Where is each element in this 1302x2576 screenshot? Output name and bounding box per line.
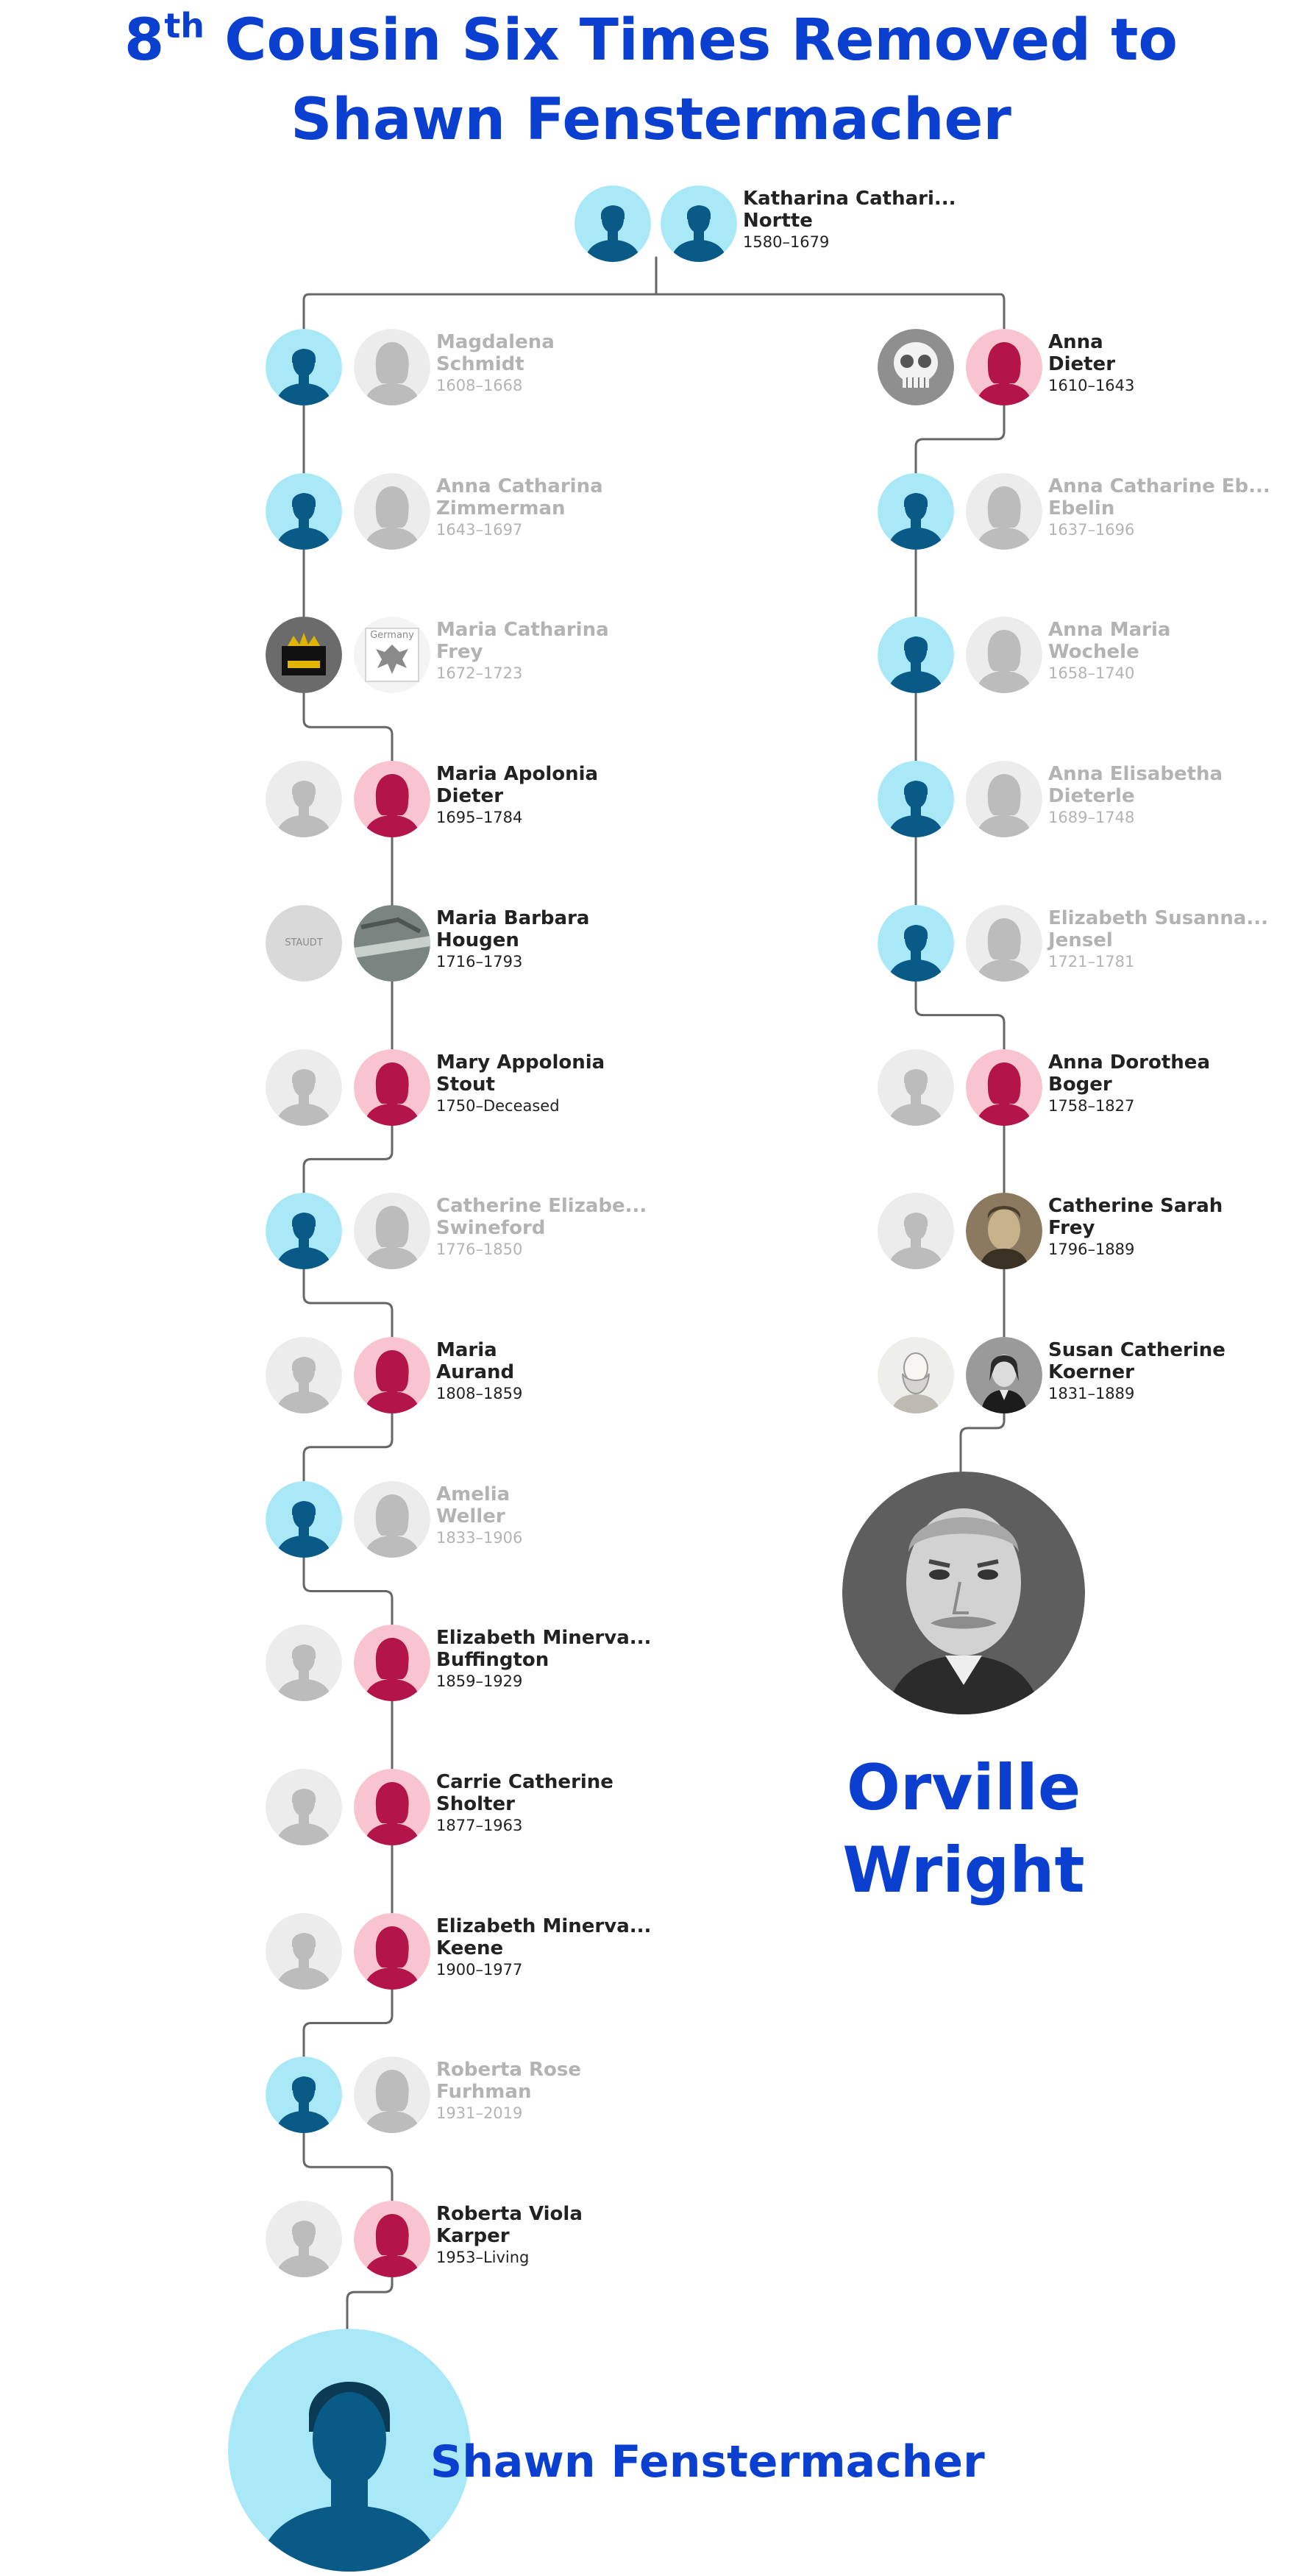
spouse-avatar[interactable] (966, 473, 1042, 550)
person-name: Wochele (1048, 641, 1139, 664)
left-to-subject-line (347, 2277, 392, 2329)
person-name: Frey (1048, 1217, 1095, 1240)
famous-name-first: Orville (846, 1751, 1081, 1825)
person-name: Sholter (436, 1793, 515, 1815)
spouse-avatar[interactable] (266, 1049, 342, 1126)
gravestone-photo (354, 905, 430, 982)
relative-avatar[interactable] (661, 185, 737, 262)
person-name: Zimmerman (436, 497, 566, 519)
relative-avatar[interactable] (266, 473, 342, 550)
person-dates: 1608–1668 (436, 377, 523, 394)
left-descent-line (304, 693, 392, 761)
person-name: Frey (436, 641, 483, 664)
male-avatar-icon (878, 905, 954, 982)
person-name: Nortte (743, 210, 813, 232)
person-name: Amelia (436, 1483, 511, 1505)
spouse-avatar[interactable] (966, 761, 1042, 837)
person-name: Dieter (1048, 353, 1116, 375)
page-title-line-1 (0, 0, 1302, 81)
female-avatar-icon (354, 1913, 430, 1990)
person-name: Anna Elisabetha (1048, 763, 1223, 786)
spouse-avatar[interactable] (966, 617, 1042, 693)
person-name: Anna Catharina (436, 475, 603, 497)
relative-avatar[interactable] (354, 2201, 430, 2277)
spouse-avatar[interactable] (266, 761, 342, 837)
spouse-avatar[interactable] (878, 1049, 954, 1126)
relative-avatar[interactable] (354, 1625, 430, 1701)
spouse-avatar[interactable] (354, 329, 430, 405)
female-avatar-icon (354, 2201, 430, 2277)
person-name: Catherine Elizabe... (436, 1195, 647, 1218)
spouse-avatar[interactable] (354, 2057, 430, 2133)
male-avatar-icon (266, 1769, 342, 1845)
female-avatar-icon (354, 1625, 430, 1701)
female-avatar-icon (966, 1049, 1042, 1126)
spouse-avatar[interactable] (266, 905, 342, 982)
person-dates: 1776–1850 (436, 1241, 523, 1259)
male-avatar-icon (266, 2057, 342, 2133)
person-name: Keene (436, 1937, 504, 1959)
female-avatar-icon (966, 617, 1042, 693)
left-descent-line (304, 1269, 392, 1337)
person-name: Boger (1048, 1073, 1112, 1096)
person-name: Maria Apolonia (436, 763, 599, 786)
person-name: Maria (436, 1338, 497, 1361)
person-dates: 1831–1889 (1048, 1384, 1135, 1402)
germany-eagle-photo (354, 617, 430, 693)
relative-avatar[interactable] (266, 329, 342, 405)
spouse-avatar[interactable] (354, 1481, 430, 1558)
person-dates: 1833–1906 (436, 1528, 523, 1547)
person-name: Maria Barbara (436, 906, 590, 929)
person-dates: 1658–1740 (1048, 664, 1135, 683)
person-dates: 1953–Living (436, 2249, 530, 2267)
person-dates: 1643–1697 (436, 520, 523, 539)
person-name: Susan Catherine (1048, 1338, 1225, 1361)
person-dates: 1610–1643 (1048, 377, 1135, 394)
photo-caption: Germany (370, 630, 414, 642)
female-avatar-icon (966, 329, 1042, 405)
coat-of-arms-photo (266, 617, 342, 693)
person-name: Dieter (436, 785, 504, 808)
relative-avatar[interactable] (266, 1193, 342, 1269)
person-name: Anna (1048, 331, 1103, 353)
male-avatar-icon (878, 617, 954, 693)
title-ordinal-suffix: th (164, 6, 205, 46)
left-descent-line (304, 1990, 392, 2057)
male-avatar-icon (661, 185, 737, 262)
spouse-avatar[interactable] (354, 617, 430, 693)
title-ordinal-number: 8 (124, 7, 165, 74)
person-dates: 1808–1859 (436, 1384, 523, 1402)
person-name: Stout (436, 1073, 495, 1096)
relative-avatar[interactable] (354, 905, 430, 982)
male-avatar-icon (266, 2201, 342, 2277)
right-descent-line (916, 982, 1004, 1049)
male-avatar-icon (266, 329, 342, 405)
person-name: Magdalena (436, 331, 555, 353)
person-dates: 1900–1977 (436, 1960, 523, 1979)
orville-wright-portrait-photo (842, 1472, 1085, 1714)
spouse-avatar[interactable] (266, 1337, 342, 1413)
left-descent-line (304, 1126, 392, 1193)
male-avatar-icon (878, 473, 954, 550)
person-dates: 1672–1723 (436, 664, 523, 683)
person-name: Anna Maria (1048, 619, 1171, 642)
relative-avatar[interactable] (878, 617, 954, 693)
person-name: Carrie Catherine (436, 1771, 613, 1793)
person-name: Weller (436, 1505, 505, 1527)
female-avatar-icon (354, 1769, 430, 1845)
person-name: Anna Catharine Eb... (1048, 475, 1270, 497)
male-avatar-icon (878, 1049, 954, 1126)
person-dates: 1721–1781 (1048, 952, 1135, 971)
male-avatar-icon (878, 1193, 954, 1269)
woman-portrait-photo (966, 1337, 1042, 1413)
title-relationship-text: Cousin Six Times Removed to (204, 7, 1178, 74)
person-dates: 1580–1679 (743, 233, 830, 251)
female-avatar-icon (966, 761, 1042, 837)
relative-avatar[interactable] (266, 2057, 342, 2133)
person-name: Elizabeth Minerva... (436, 1627, 652, 1650)
person-name: Furhman (436, 2081, 532, 2104)
female-avatar-icon (354, 1337, 430, 1413)
person-name: Koerner (1048, 1360, 1134, 1383)
bearded-man-sketch-photo (878, 1337, 954, 1413)
relative-avatar[interactable] (966, 1337, 1042, 1413)
male-avatar-icon (266, 1913, 342, 1990)
relative-avatar[interactable] (354, 1769, 430, 1845)
left-descent-line (304, 1558, 392, 1625)
relative-avatar[interactable] (966, 1193, 1042, 1269)
male-avatar-icon (266, 761, 342, 837)
relative-avatar[interactable] (266, 617, 342, 693)
left-descent-line (304, 2133, 392, 2201)
male-avatar-icon (878, 761, 954, 837)
female-avatar-icon (966, 905, 1042, 982)
spouse-avatar[interactable] (878, 1337, 954, 1413)
person-name: Roberta Viola (436, 2203, 583, 2226)
person-name: Dieterle (1048, 785, 1135, 808)
female-avatar-icon (354, 2057, 430, 2133)
person-dates: 1750–Deceased (436, 1096, 560, 1115)
person-name: Karper (436, 2225, 510, 2248)
skull-photo (878, 329, 954, 405)
person-name: Catherine Sarah (1048, 1195, 1223, 1218)
relative-avatar[interactable] (878, 761, 954, 837)
relative-avatar[interactable] (966, 329, 1042, 405)
subject-name: Shawn Fenstermacher (430, 2436, 985, 2488)
person-dates: 1716–1793 (436, 952, 523, 971)
female-avatar-icon (354, 1049, 430, 1126)
person-name: Jensel (1048, 929, 1113, 951)
person-dates: 1859–1929 (436, 1672, 523, 1691)
female-avatar-icon (354, 1481, 430, 1558)
person-dates: 1695–1784 (436, 809, 523, 827)
right-to-famous-line (961, 1413, 1004, 1472)
spouse-avatar[interactable] (354, 1193, 430, 1269)
right-descent-line (916, 405, 1004, 473)
female-avatar-icon (354, 1193, 430, 1269)
top-bracket-line (304, 258, 1004, 329)
person-dates: 1931–2019 (436, 2104, 523, 2123)
spouse-avatar[interactable] (266, 1913, 342, 1990)
relative-avatar[interactable] (878, 905, 954, 982)
person-name: Aurand (436, 1360, 515, 1383)
spouse-avatar[interactable] (266, 1625, 342, 1701)
male-avatar-icon (574, 185, 651, 262)
stone-inscription-photo (266, 905, 342, 982)
male-avatar-icon (266, 1481, 342, 1558)
photo-caption: STAUDT (285, 937, 323, 948)
person-name: Ebelin (1048, 497, 1115, 519)
person-dates: 1689–1748 (1048, 809, 1135, 827)
person-name: Roberta Rose (436, 2059, 581, 2082)
relative-avatar[interactable] (266, 1481, 342, 1558)
left-descent-line (304, 1413, 392, 1481)
person-name: Elizabeth Susanna... (1048, 906, 1268, 929)
person-name: Mary Appolonia (436, 1051, 605, 1074)
person-name: Buffington (436, 1649, 549, 1672)
spouse-avatar[interactable] (266, 1769, 342, 1845)
relative-avatar[interactable] (354, 1049, 430, 1126)
person-name: Maria Catharina (436, 619, 609, 642)
person-dates: 1758–1827 (1048, 1096, 1135, 1115)
spouse-avatar[interactable] (966, 905, 1042, 982)
person-name: Swineford (436, 1217, 546, 1240)
person-dates: 1877–1963 (436, 1817, 523, 1834)
spouse-avatar[interactable] (878, 1193, 954, 1269)
person-name: Katharina Cathari... (743, 188, 956, 210)
person-name: Elizabeth Minerva... (436, 1915, 652, 1937)
female-avatar-icon (354, 761, 430, 837)
person-name: Anna Dorothea (1048, 1051, 1210, 1074)
relative-avatar[interactable] (354, 1337, 430, 1413)
female-avatar-icon (354, 473, 430, 550)
male-avatar-icon (266, 1625, 342, 1701)
relative-avatar[interactable] (574, 185, 651, 262)
spouse-avatar[interactable] (266, 2201, 342, 2277)
female-avatar-icon (354, 329, 430, 405)
relative-avatar[interactable] (354, 1913, 430, 1990)
relative-avatar[interactable] (878, 473, 954, 550)
person-dates: 1637–1696 (1048, 520, 1135, 539)
relative-avatar[interactable] (966, 1049, 1042, 1126)
male-avatar-icon (266, 473, 342, 550)
page-title-line-2: Shawn Fenstermacher (291, 87, 1011, 153)
old-woman-portrait-photo (966, 1193, 1042, 1269)
spouse-avatar[interactable] (354, 473, 430, 550)
male-avatar-icon (266, 1337, 342, 1413)
person-dates: 1796–1889 (1048, 1241, 1135, 1259)
person-name: Schmidt (436, 353, 524, 375)
famous-name-last: Wright (842, 1834, 1085, 1907)
male-avatar-icon (266, 1049, 342, 1126)
spouse-avatar[interactable] (878, 329, 954, 405)
male-avatar-icon (266, 1193, 342, 1269)
relative-avatar[interactable] (354, 761, 430, 837)
person-name: Hougen (436, 929, 519, 951)
female-avatar-icon (966, 473, 1042, 550)
